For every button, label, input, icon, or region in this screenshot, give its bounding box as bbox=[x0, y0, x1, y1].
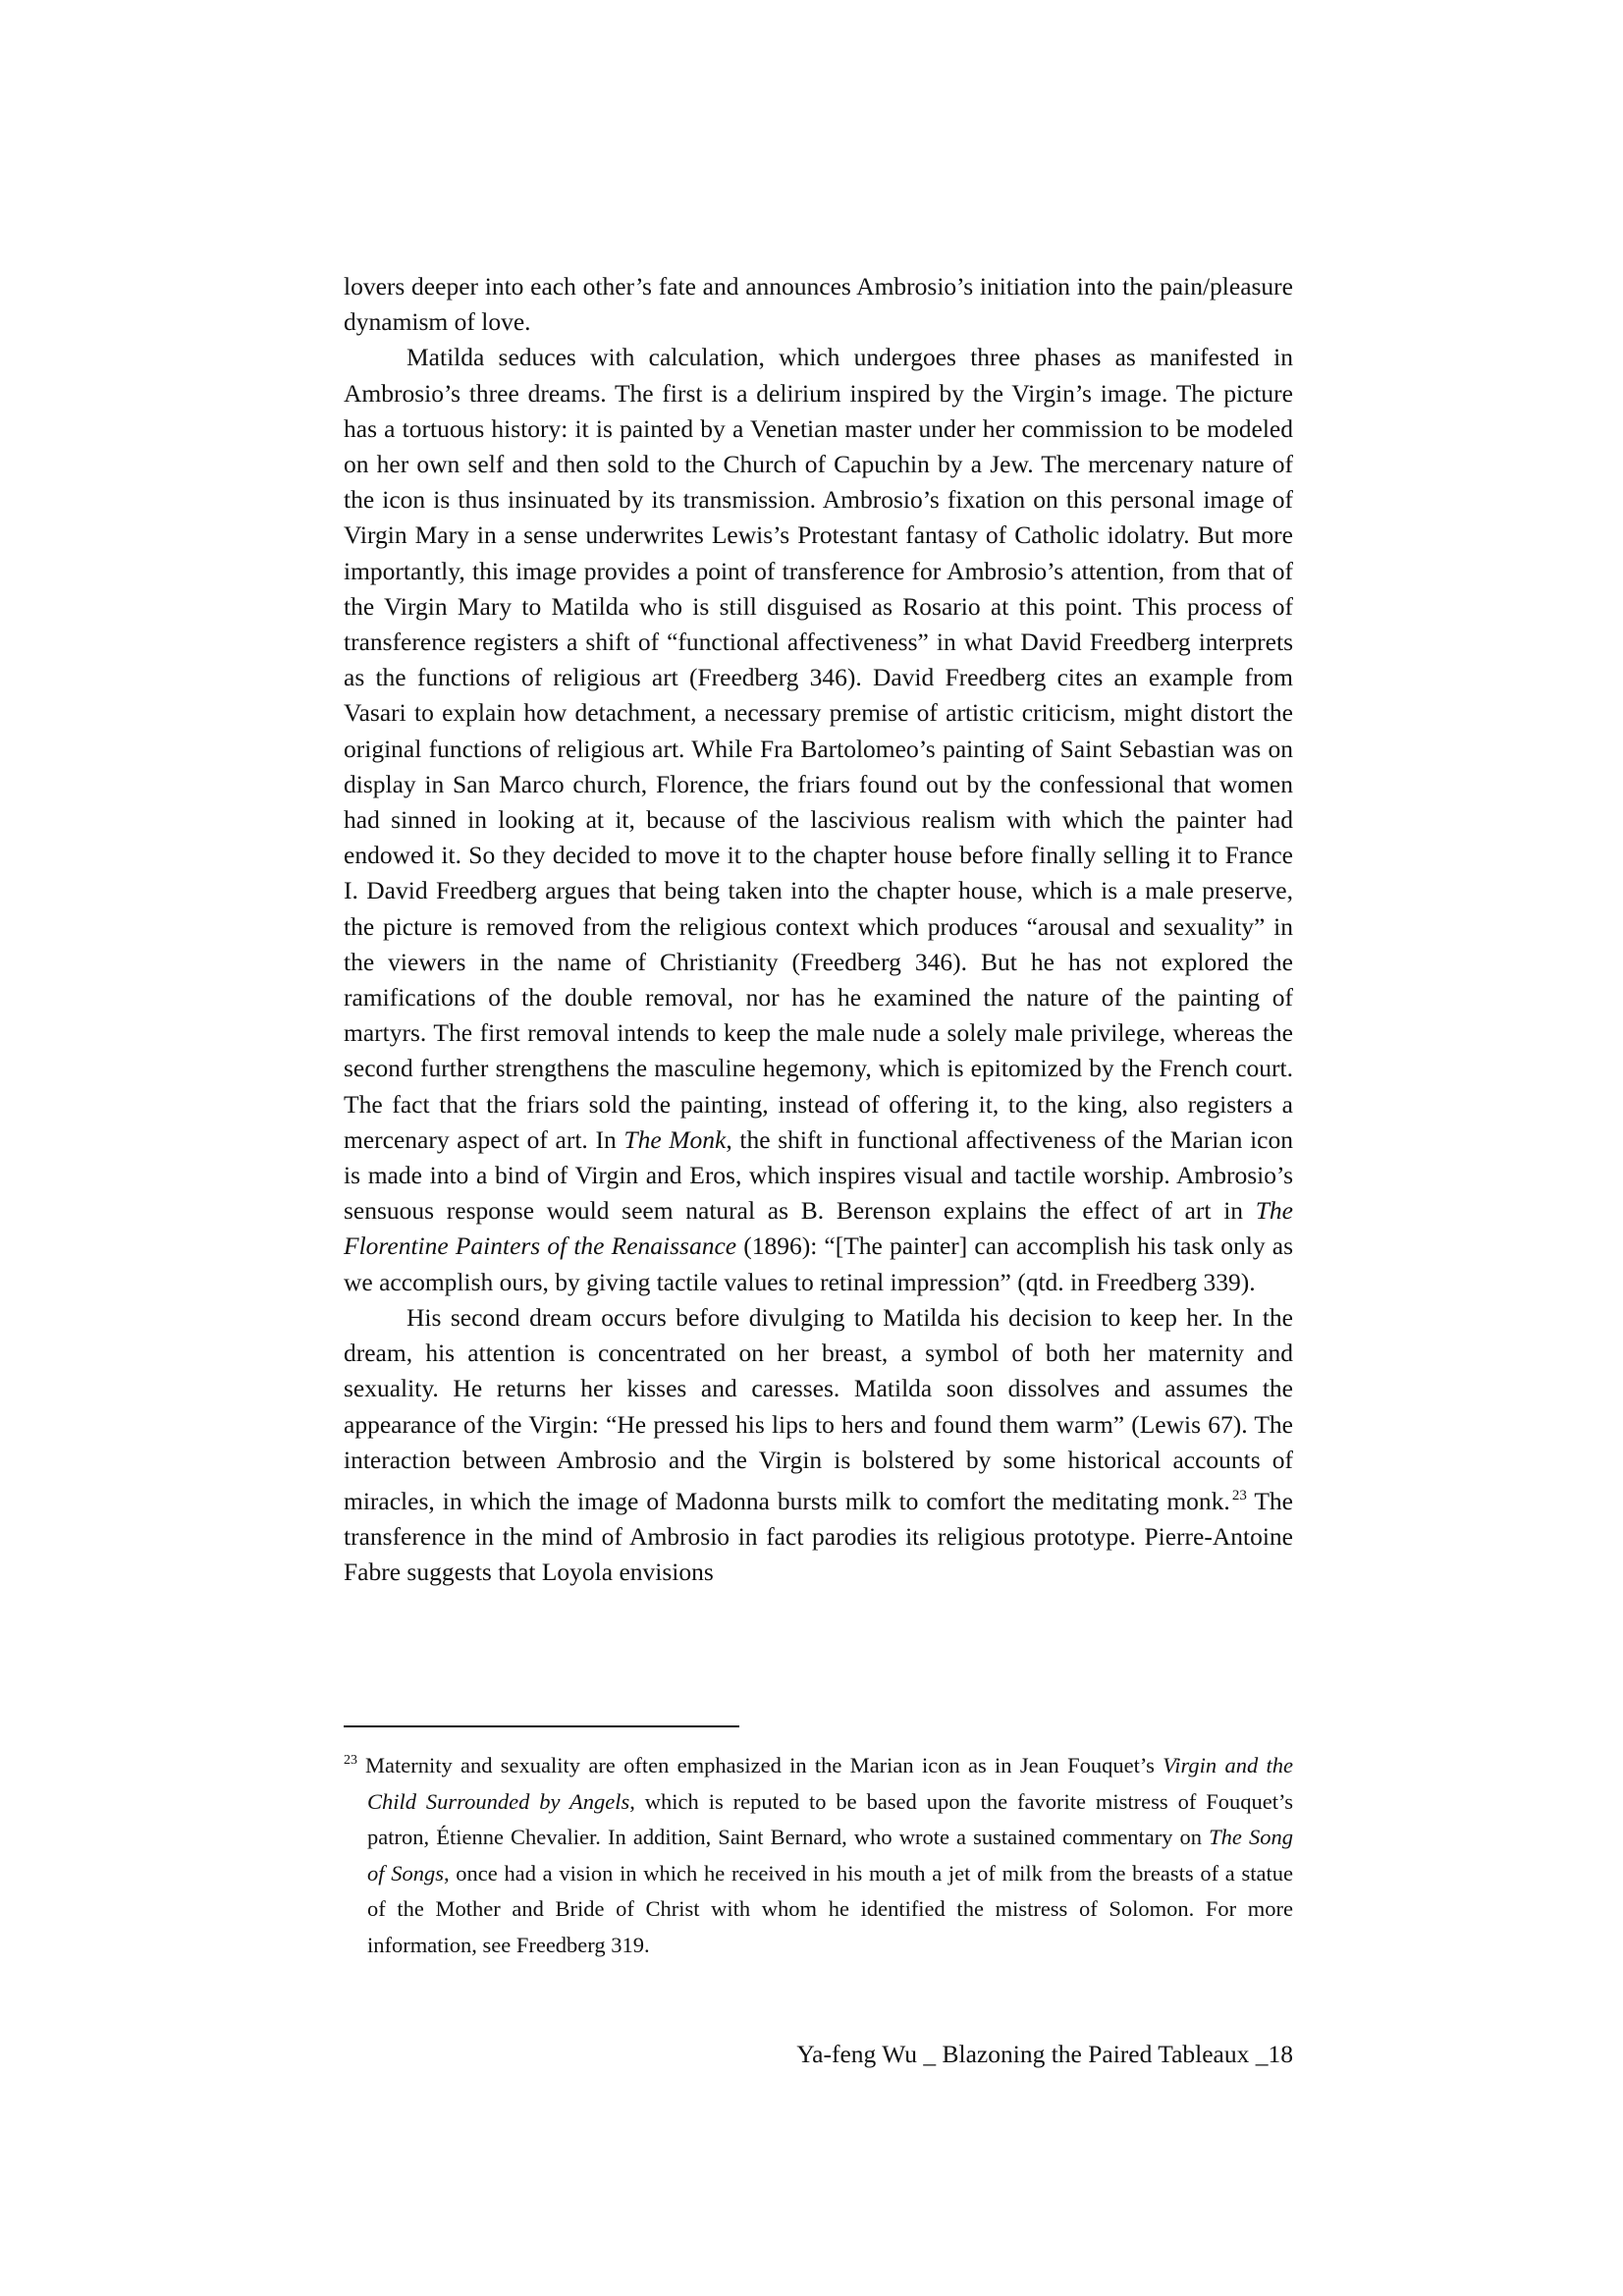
paragraph-2-run-1: Matilda seduces with calculation, which undergoes three phases as manifested in Ambrosio’s three dreams. The first is a delirium inspired by the Virgin’s image. The picture has a tortuous history: it is painted by a Venetian master under her commission to be modeled on her own self and then sold to the Church of Capuchin by a Jew. The mercenary nature of the icon is thus insinuated by its transmission. Ambrosio’s fixation on this personal image of Virgin Mary in a sense underwrites Lewis’s Protestant fantasy of Catholic idolatry. But more importantly, this image provides a point of transference for Ambrosio’s attention, from that of the Virgin Mary to Matilda who is still disguised as Rosario at this point. This process of transference registers a shift of “functional affectiveness” in what David Freedberg interprets as the functions of religious art (Freedberg 346). David Freedberg cites an example from Vasari to explain how detachment, a necessary premise of artistic criticism, might distort the original functions of religious art. While Fra Bartolomeo’s painting of Saint Sebastian was on display in San Marco church, Florence, the friars found out by the confessional that women had sinned in looking at it, because of the lascivious realism with which the painter had endowed it. So they decided to move it to the chapter house before finally selling it to France I. David Freedberg argues that being taken into the chapter house, which is a male preserve, the picture is removed from the religious context which produces “arousal and sexuality” in the viewers in the name of Christianity (Freedberg 346). But he has not explored the ramifications of the double removal, nor has he examined the nature of the painting of martyrs. The first removal intends to keep the male nude a solely male privilege, whereas the second further strengthens the masculine hegemony, which is epitomized by the French court. The fact that the friars sold the painting, instead of offering it, to the king, also registers a mercenary aspect of art. In bbox=[344, 343, 1293, 1154]
footnote-run-1: Maternity and sexuality are often emphasized in the Marian icon as in Jean Fouquet’s bbox=[365, 1753, 1163, 1777]
footnote-reference[interactable]: 23 bbox=[1231, 1487, 1247, 1503]
paragraph-3-run-1: His second dream occurs before divulging to Matilda his decision to keep her. In the dream, his attention is concentrated on her breast, a symbol of both her maternity and sexuality. He returns her kisses and caresses. Matilda soon dissolves and assumes the appearance of the Virgin: “He pressed his lips to hers and found them warm” (Lewis 67). The interaction between Ambrosio and the Virgin is bolstered by some historical accounts of miracles, in which the image of Madonna bursts milk to comfort the meditating monk. bbox=[344, 1302, 1293, 1515]
footnote-separator bbox=[344, 1725, 739, 1727]
footnote-run-3: , which is reputed to be based upon the favorite mistress of Fouquet’s patron, Étienne Chevalier. In addition, Saint Bernard, who wrote a sustained commentary on bbox=[367, 1788, 1293, 1849]
paragraph-2-run-5: (1896): “[The painter] can accomplish his task only as we accomplish ours, by giving tactile values to retinal impression” (qtd. in Freedberg 339). bbox=[344, 1231, 1293, 1296]
paragraph-continuation bbox=[344, 269, 1293, 340]
paragraph-1-run-1: lovers deeper into each other’s fate and announces Ambrosio’s initiation into the pain/pleasure dynamism of love. bbox=[344, 272, 1293, 337]
running-footer: Ya-feng Wu _ Blazoning the Paired Tableaux _18 bbox=[796, 2040, 1293, 2068]
title-florentine-painters: The Florentine Painters of the Renaissance bbox=[344, 1196, 1293, 1261]
footnote-number: 23 bbox=[344, 1753, 357, 1768]
footnote-run-5: , once had a vision in which he received in his mouth a jet of milk from the breasts of a statue of the Mother and Bride of Christ with whom he identified the mistress of Solomon. For more information, see Freedberg 319. bbox=[367, 1860, 1293, 1957]
title-the-monk: The Monk bbox=[623, 1124, 727, 1154]
paragraph-second-dream bbox=[344, 1300, 1293, 1591]
title-song-of-songs: The Song of Songs bbox=[367, 1825, 1294, 1886]
footnote-23 bbox=[344, 1743, 1293, 1963]
paragraph-2-run-3: , the shift in functional affectiveness of the Marian icon is made into a bind of Virgin and Eros, which inspires visual and tactile worship. Ambrosio’s sensuous response would seem natural as B. Berenson explains the effect of art in bbox=[344, 1124, 1293, 1226]
paragraph-3-run-3: The transference in the mind of Ambrosio in fact parodies its religious prototype. Pierre-Antoine Fabre suggests that Loyola envisions bbox=[344, 1486, 1293, 1587]
body-text bbox=[344, 269, 1293, 1591]
title-virgin-and-child: Virgin and the Child Surrounded by Angels bbox=[367, 1753, 1293, 1814]
paragraph-first-dream bbox=[344, 340, 1293, 1299]
